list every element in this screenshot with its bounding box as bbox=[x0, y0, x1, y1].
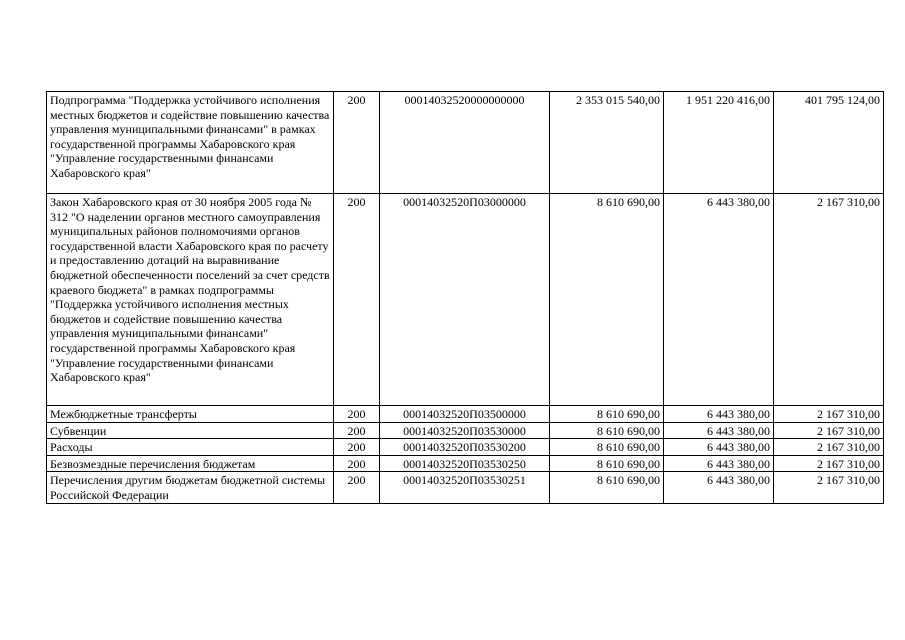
amount-3: 2 167 310,00 bbox=[774, 455, 884, 472]
amount-3: 2 167 310,00 bbox=[774, 194, 884, 406]
amount-2: 6 443 380,00 bbox=[664, 194, 774, 406]
admin-code: 200 bbox=[334, 406, 380, 423]
amount-2: 6 443 380,00 bbox=[664, 422, 774, 439]
amount-1: 8 610 690,00 bbox=[550, 422, 664, 439]
row-name: Подпрограмма "Поддержка устойчивого исполнения местных бюджетов и содействие повышению качества управления муниципальными финансами" в рамках государственной программы Хабаровского края "Управление государственными финансами Хабаровского края" bbox=[47, 92, 334, 194]
budget-table bbox=[46, 91, 884, 504]
table-row bbox=[47, 455, 884, 472]
row-name: Закон Хабаровского края от 30 ноября 2005 года № 312 "О наделении органов местного самоуправления муниципальных районов полномочиями органов государственной власти Хабаровского края по расчету и предоставлению дотаций на выравнивание бюджетной обеспеченности поселений за счет средств краевого бюджета" в рамках подпрограммы "Поддержка устойчивого исполнения местных бюджетов и содействие повышению качества управления муниципальными финансами" государственной программы Хабаровского края "Управление государственными финансами Хабаровского края" bbox=[47, 194, 334, 406]
budget-code: 00014032520000000000 bbox=[380, 92, 550, 194]
row-name: Безвозмездные перечисления бюджетам bbox=[47, 455, 334, 472]
amount-3: 2 167 310,00 bbox=[774, 406, 884, 423]
admin-code: 200 bbox=[334, 472, 380, 504]
budget-code: 00014032520П03500000 bbox=[380, 406, 550, 423]
amount-1: 8 610 690,00 bbox=[550, 194, 664, 406]
amount-1: 8 610 690,00 bbox=[550, 406, 664, 423]
table-row bbox=[47, 406, 884, 423]
budget-code: 00014032520П03530250 bbox=[380, 455, 550, 472]
row-name: Субвенции bbox=[47, 422, 334, 439]
row-name: Расходы bbox=[47, 439, 334, 456]
amount-2: 6 443 380,00 bbox=[664, 439, 774, 456]
budget-code: 00014032520П03000000 bbox=[380, 194, 550, 406]
amount-3: 401 795 124,00 bbox=[774, 92, 884, 194]
amount-1: 8 610 690,00 bbox=[550, 455, 664, 472]
budget-code: 00014032520П03530000 bbox=[380, 422, 550, 439]
amount-1: 8 610 690,00 bbox=[550, 472, 664, 504]
table-row bbox=[47, 92, 884, 194]
amount-2: 6 443 380,00 bbox=[664, 406, 774, 423]
amount-3: 2 167 310,00 bbox=[774, 439, 884, 456]
admin-code: 200 bbox=[334, 194, 380, 406]
amount-2: 6 443 380,00 bbox=[664, 455, 774, 472]
admin-code: 200 bbox=[334, 439, 380, 456]
row-name: Межбюджетные трансферты bbox=[47, 406, 334, 423]
admin-code: 200 bbox=[334, 455, 380, 472]
amount-2: 6 443 380,00 bbox=[664, 472, 774, 504]
table-row bbox=[47, 194, 884, 406]
budget-code: 00014032520П03530200 bbox=[380, 439, 550, 456]
admin-code: 200 bbox=[334, 422, 380, 439]
amount-1: 2 353 015 540,00 bbox=[550, 92, 664, 194]
amount-3: 2 167 310,00 bbox=[774, 472, 884, 504]
row-name: Перечисления другим бюджетам бюджетной системы Российской Федерации bbox=[47, 472, 334, 504]
amount-2: 1 951 220 416,00 bbox=[664, 92, 774, 194]
table-row bbox=[47, 422, 884, 439]
budget-code: 00014032520П03530251 bbox=[380, 472, 550, 504]
table-row bbox=[47, 439, 884, 456]
amount-3: 2 167 310,00 bbox=[774, 422, 884, 439]
amount-1: 8 610 690,00 bbox=[550, 439, 664, 456]
table-row bbox=[47, 472, 884, 504]
admin-code: 200 bbox=[334, 92, 380, 194]
